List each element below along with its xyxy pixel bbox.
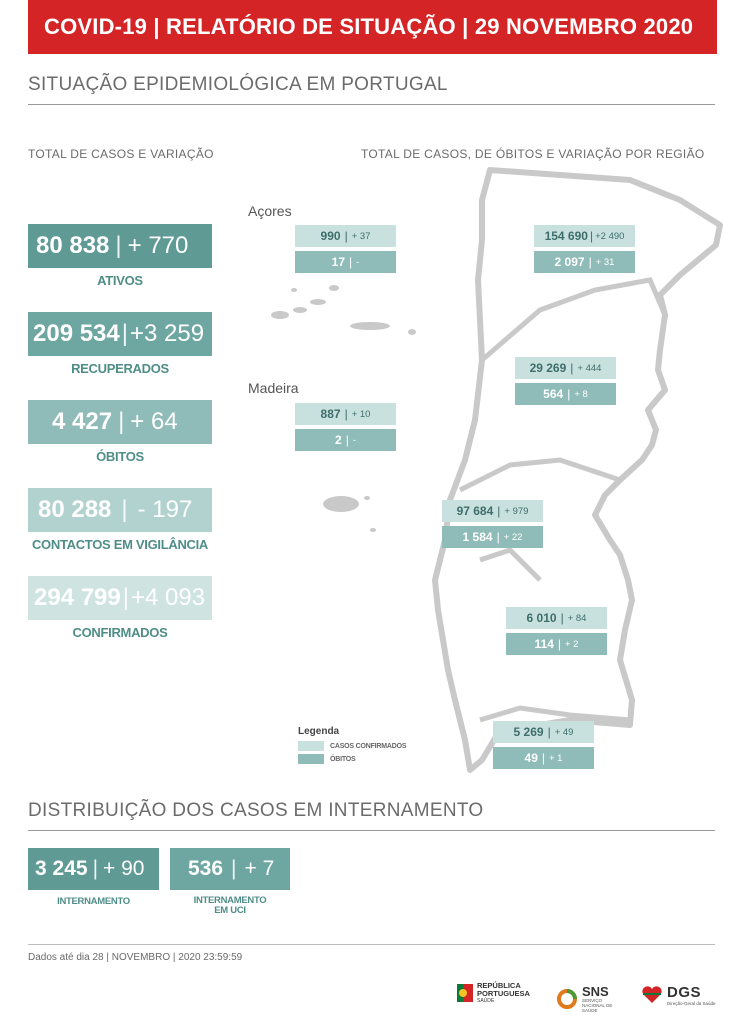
region-name-acores: Açores [248,203,292,219]
logo-sns-text: SNS [582,984,609,999]
madeira-deaths-badge [295,429,396,451]
badge-separator: | [497,504,501,518]
sns-ring-icon [556,988,578,1010]
stat-hospitalized-box [28,848,159,890]
stat-separator: | [231,857,237,880]
centro-cases-badge [515,357,616,379]
stat-label: CONFIRMADOS [72,625,168,640]
stat-hospitalized [28,848,159,907]
stat-value: 80 288 [38,496,112,523]
legend-label-deaths: ÓBITOS [330,755,356,763]
stat-delta: - 197 [137,496,193,523]
stat-label: ATIVOS [97,273,143,288]
algarve-cases-badge [493,721,594,743]
badge-delta: + 84 [567,612,587,624]
stat-delta: + 64 [130,408,178,435]
stat-value: 536 [188,857,224,880]
legend-item-deaths [298,754,406,764]
badge-delta: + 10 [351,408,371,420]
stat-label-line2: EM UCI [214,905,246,917]
island-shape [408,329,416,335]
republica-flag-icon [457,982,473,1004]
legend-label-cases: CASOS CONFIRMADOS [330,742,407,750]
stat-separator: | [118,408,125,435]
stat-icu [170,848,290,917]
left-caption: TOTAL DE CASOS E VARIAÇÃO [28,147,214,161]
badge-value: 49 [524,751,538,765]
island-shape [293,307,307,313]
stat-value: 3 245 [35,857,88,880]
logo-dgs [640,984,716,1006]
legend-title: Legenda [298,726,340,737]
logo-republica-portuguesa [457,982,530,1004]
badge-separator: | [344,407,348,421]
badge-separator: | [349,255,353,269]
island-shape [291,288,297,292]
logo-republica-line1: REPÚBLICA [477,981,521,990]
logo-sns [556,984,622,1014]
island-shape [323,496,359,512]
acores-deaths-badge [295,251,396,273]
footer-divider [28,944,715,945]
section-divider [28,830,715,831]
badge-value: 17 [331,255,346,269]
badge-delta: + 979 [504,505,529,517]
norte-deaths-badge [534,251,635,273]
island-shape [329,285,339,291]
badge-delta: + 2 [565,638,579,650]
badge-value: 887 [320,407,341,421]
island-shape [310,299,326,305]
stat-label: INTERNAMENTO [57,896,130,907]
stat-label [170,896,290,917]
norte-cases-badge [534,225,635,247]
badge-delta: - [352,434,356,446]
logo-republica-line3: SAÚDE [477,997,495,1004]
stat-delta: + 7 [244,857,275,880]
stat-separator: | [92,857,99,880]
alentejo-cases-badge [506,607,607,629]
badge-value: 154 690 [544,229,588,243]
badge-value: 2 097 [554,255,585,269]
stat-confirmed-box [28,576,212,620]
logo-sns-subtitle: SERVIÇO NACIONAL DE SAÚDE [582,998,613,1013]
region-name-madeira: Madeira [248,380,299,396]
badge-delta: + 49 [554,726,574,738]
centro-deaths-badge [515,383,616,405]
logo-dgs-text: DGS [667,984,702,1001]
section-title-epidemiology: SITUAÇÃO EPIDEMIOLÓGICA EM PORTUGAL [28,74,448,95]
stat-value: 294 799 [34,584,121,611]
stat-label: RECUPERADOS [71,361,169,376]
badge-delta: + 444 [577,362,602,374]
legend-swatch-deaths [298,754,324,764]
badge-delta: + 37 [351,230,371,242]
island-shape [350,322,390,330]
lvt-deaths-badge [442,526,543,548]
badge-separator: | [589,229,594,243]
stat-label-line1: INTERNAMENTO [193,895,267,906]
badge-value: 29 269 [529,361,567,375]
island-shape [364,496,370,500]
stat-delta: + 770 [127,232,189,259]
stat-value: 209 534 [33,320,120,347]
badge-value: 564 [543,387,564,401]
algarve-deaths-badge [493,747,594,769]
badge-separator: | [567,387,571,401]
stat-contacts-box [28,488,212,532]
legend-swatch-cases [298,741,324,751]
badge-separator: | [570,361,574,375]
badge-value: 114 [534,637,554,651]
report-header [28,0,717,54]
madeira-islands [315,490,385,540]
acores-islands [262,270,422,340]
badge-value: 2 [335,433,342,447]
badge-separator: | [547,725,551,739]
stat-confirmed [28,576,212,640]
alentejo-deaths-badge [506,633,607,655]
badge-delta: + 1 [549,752,563,764]
badge-value: 97 684 [456,504,494,518]
badge-delta: + 22 [503,531,523,543]
stat-active-box [28,224,212,268]
madeira-cases-badge [295,403,396,425]
stat-recovered [28,312,212,376]
stat-delta: + 90 [103,857,145,880]
stat-separator: | [115,232,122,259]
badge-separator: | [541,751,545,765]
badge-delta: +2 490 [595,230,625,242]
badge-separator: | [557,637,561,651]
right-caption: TOTAL DE CASOS, DE ÓBITOS E VARIAÇÃO POR REGIÃO [361,147,705,161]
stat-contacts [28,488,212,552]
report-title: COVID-19 | RELATÓRIO DE SITUAÇÃO | 29 NOVEMBRO 2020 [44,14,694,39]
stat-value: 4 427 [52,408,113,435]
badge-value: 5 269 [513,725,544,739]
stat-value: 80 838 [36,232,110,259]
badge-delta: - [356,256,360,268]
badge-value: 1 584 [462,530,493,544]
map-legend [298,726,406,764]
section-title-hospital: DISTRIBUIÇÃO DOS CASOS EM INTERNAMENTO [28,800,484,821]
dgs-heart-icon [640,985,664,1005]
badge-delta: + 31 [595,256,615,268]
badge-delta: + 8 [574,388,588,400]
island-shape [370,528,376,532]
stat-separator: | [122,584,129,611]
lvt-cases-badge [442,500,543,522]
stat-active [28,224,212,288]
section-divider [28,104,715,105]
badge-value: 6 010 [526,611,557,625]
stat-label: CONTACTOS EM VIGILÂNCIA [31,537,209,552]
stat-delta: +4 093 [131,584,206,611]
badge-separator: | [345,433,349,447]
badge-separator: | [496,530,500,544]
logo-dgs-subtitle: Direção-Geral da Saúde [667,1001,716,1006]
data-timestamp-note: Dados até dia 28 | NOVEMBRO | 2020 23:59:59 [28,952,243,963]
badge-separator: | [344,229,348,243]
legend-item-cases [298,741,406,751]
badge-separator: | [560,611,564,625]
stat-deaths-box [28,400,212,444]
island-shape [271,311,289,319]
badge-separator: | [588,255,592,269]
logo-republica-line2: PORTUGUESA [477,989,530,999]
stat-separator: | [121,320,128,347]
stat-label: ÓBITOS [96,449,144,464]
stat-recovered-box [28,312,212,356]
stat-icu-box [170,848,290,890]
badge-value: 990 [320,229,341,243]
stat-delta: +3 259 [130,320,205,347]
acores-cases-badge [295,225,396,247]
stat-deaths [28,400,212,464]
stat-separator: | [121,496,128,523]
